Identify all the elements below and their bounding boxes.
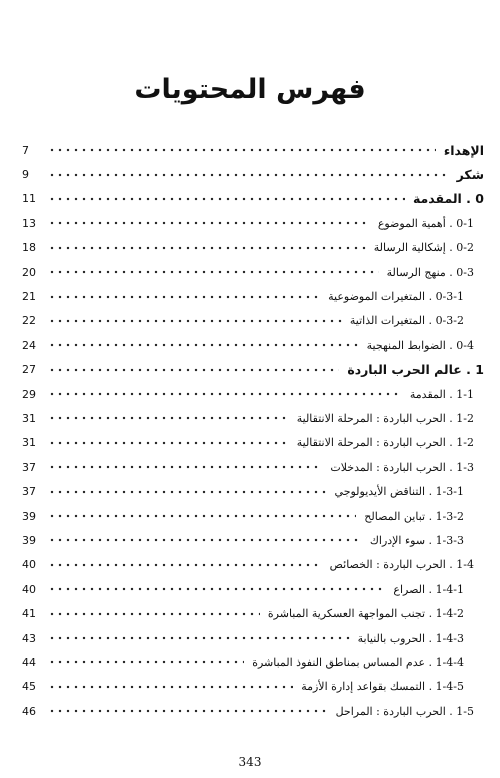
toc-entry — [22, 138, 484, 162]
dot-leader — [48, 631, 350, 645]
dot-leader — [48, 387, 402, 401]
dot-leader — [48, 582, 385, 596]
toc-entry-title: 1-4-2 . تجنب المواجهة العسكرية المباشرة — [267, 607, 464, 621]
toc-entry-page: 46 — [22, 704, 36, 718]
toc-entry — [22, 699, 484, 723]
toc-entry-page: 41 — [22, 607, 36, 621]
toc-entry-title: 1 . عالم الحرب الباردة — [347, 362, 484, 378]
toc-entry-title: 1-4-1 . الصراع — [393, 582, 464, 596]
toc-entry-page: 22 — [22, 314, 36, 328]
page-number: 343 — [238, 755, 262, 769]
toc-entry-title: 1-3-3 . سوء الإدراك — [369, 533, 464, 547]
dot-leader — [48, 485, 327, 499]
table-of-contents — [22, 138, 484, 723]
toc-entry — [22, 187, 484, 211]
dot-leader — [48, 216, 370, 230]
dot-leader — [48, 704, 328, 718]
toc-entry — [22, 211, 484, 235]
toc-entry — [22, 577, 484, 601]
toc-entry-title: 0-4 . الضوابط المنهجية — [366, 338, 474, 352]
toc-entry — [22, 675, 484, 699]
dot-leader — [48, 558, 322, 572]
toc-entry-page: 39 — [22, 533, 36, 547]
toc-entry-title: 1-2 . الحرب الباردة : المرحلة الانتقالية — [296, 411, 474, 425]
toc-entry-page: 11 — [22, 192, 36, 206]
toc-entry-page: 37 — [22, 460, 36, 474]
toc-entry-page: 44 — [22, 655, 36, 669]
dot-leader — [48, 363, 339, 377]
toc-entry-title: 1-3 . الحرب الباردة : المدخلات — [330, 460, 474, 474]
toc-entry — [22, 650, 484, 674]
dot-leader — [48, 143, 436, 157]
toc-entry-page: 45 — [22, 680, 36, 694]
toc-entry-page: 37 — [22, 485, 36, 499]
toc-entry-title: 1-3-1 . التناقض الأيديولوجي — [334, 485, 464, 499]
toc-entry-page: 40 — [22, 582, 36, 596]
toc-entry-page: 13 — [22, 216, 36, 230]
dot-leader — [48, 265, 379, 279]
toc-entry — [22, 455, 484, 479]
toc-entry-page: 24 — [22, 338, 36, 352]
dot-leader — [48, 655, 244, 669]
toc-entry-page: 27 — [22, 363, 36, 377]
toc-entry-page: 40 — [22, 558, 36, 572]
toc-entry-title: 0-2 . إشكالية الرسالة — [373, 241, 474, 255]
toc-entry — [22, 284, 484, 308]
toc-entry — [22, 504, 484, 528]
dot-leader — [48, 168, 449, 182]
dot-leader — [48, 338, 359, 352]
toc-entry-page: 20 — [22, 265, 36, 279]
toc-entry-title: 0-3 . منهج الرسالة — [386, 265, 474, 279]
toc-entry-title: 0-1 . أهمية الموضوع — [377, 216, 474, 230]
dot-leader — [48, 290, 320, 304]
toc-entry — [22, 406, 484, 430]
toc-entry-title: الإهداء — [443, 142, 484, 158]
dot-leader — [48, 680, 293, 694]
dot-leader — [48, 314, 342, 328]
toc-entry-page: 7 — [22, 143, 29, 157]
toc-entry — [22, 333, 484, 357]
dot-leader — [48, 411, 289, 425]
toc-entry-page: 18 — [22, 241, 36, 255]
toc-entry — [22, 553, 484, 577]
toc-entry-title: 1-4-4 . عدم المساس بمناطق النفوذ المباشرة — [252, 655, 464, 669]
page-title: فهرس المحتويات — [134, 74, 366, 105]
toc-entry — [22, 236, 484, 260]
toc-entry-title: 0-3-1 . المتغيرات الموضوعية — [328, 290, 464, 304]
toc-entry-title: 1-5 . الحرب الباردة : المراحل — [335, 704, 474, 718]
dot-leader — [48, 192, 405, 206]
toc-entry-title: 1-4 . الحرب الباردة : الخصائص — [329, 558, 474, 572]
toc-entry-title: 1-1 . المقدمة — [409, 387, 474, 401]
toc-entry — [22, 260, 484, 284]
toc-entry-title: شكر — [456, 167, 484, 183]
dot-leader — [48, 607, 260, 621]
dot-leader — [48, 460, 322, 474]
toc-entry-page: 9 — [22, 168, 29, 182]
toc-entry — [22, 309, 484, 333]
dot-leader — [48, 241, 366, 255]
toc-entry-title: 1-4-5 . التمسك بقواعد إدارة الأزمة — [301, 680, 464, 694]
toc-entry — [22, 358, 484, 382]
dot-leader — [48, 533, 362, 547]
toc-entry-page: 43 — [22, 631, 36, 645]
dot-leader — [48, 509, 356, 523]
toc-entry-page: 31 — [22, 436, 36, 450]
toc-entry — [22, 528, 484, 552]
toc-entry-title: 0-3-2 . المتغيرات الذاتية — [349, 314, 464, 328]
toc-entry-page: 29 — [22, 387, 36, 401]
toc-entry — [22, 601, 484, 625]
toc-entry-page: 31 — [22, 411, 36, 425]
toc-entry — [22, 162, 484, 186]
toc-entry-page: 39 — [22, 509, 36, 523]
toc-entry-title: 0 . المقدمة — [412, 191, 484, 207]
toc-entry-page: 21 — [22, 290, 36, 304]
toc-entry-title: 1-4-3 . الحروب بالنيابة — [357, 631, 464, 645]
toc-entry-title: 1-2 . الحرب الباردة : المرحلة الانتقالية — [296, 436, 474, 450]
toc-entry-title: 1-3-2 . تباين المصالح — [364, 509, 464, 523]
toc-entry — [22, 626, 484, 650]
toc-entry — [22, 431, 484, 455]
dot-leader — [48, 436, 289, 450]
toc-entry — [22, 479, 484, 503]
toc-entry — [22, 382, 484, 406]
